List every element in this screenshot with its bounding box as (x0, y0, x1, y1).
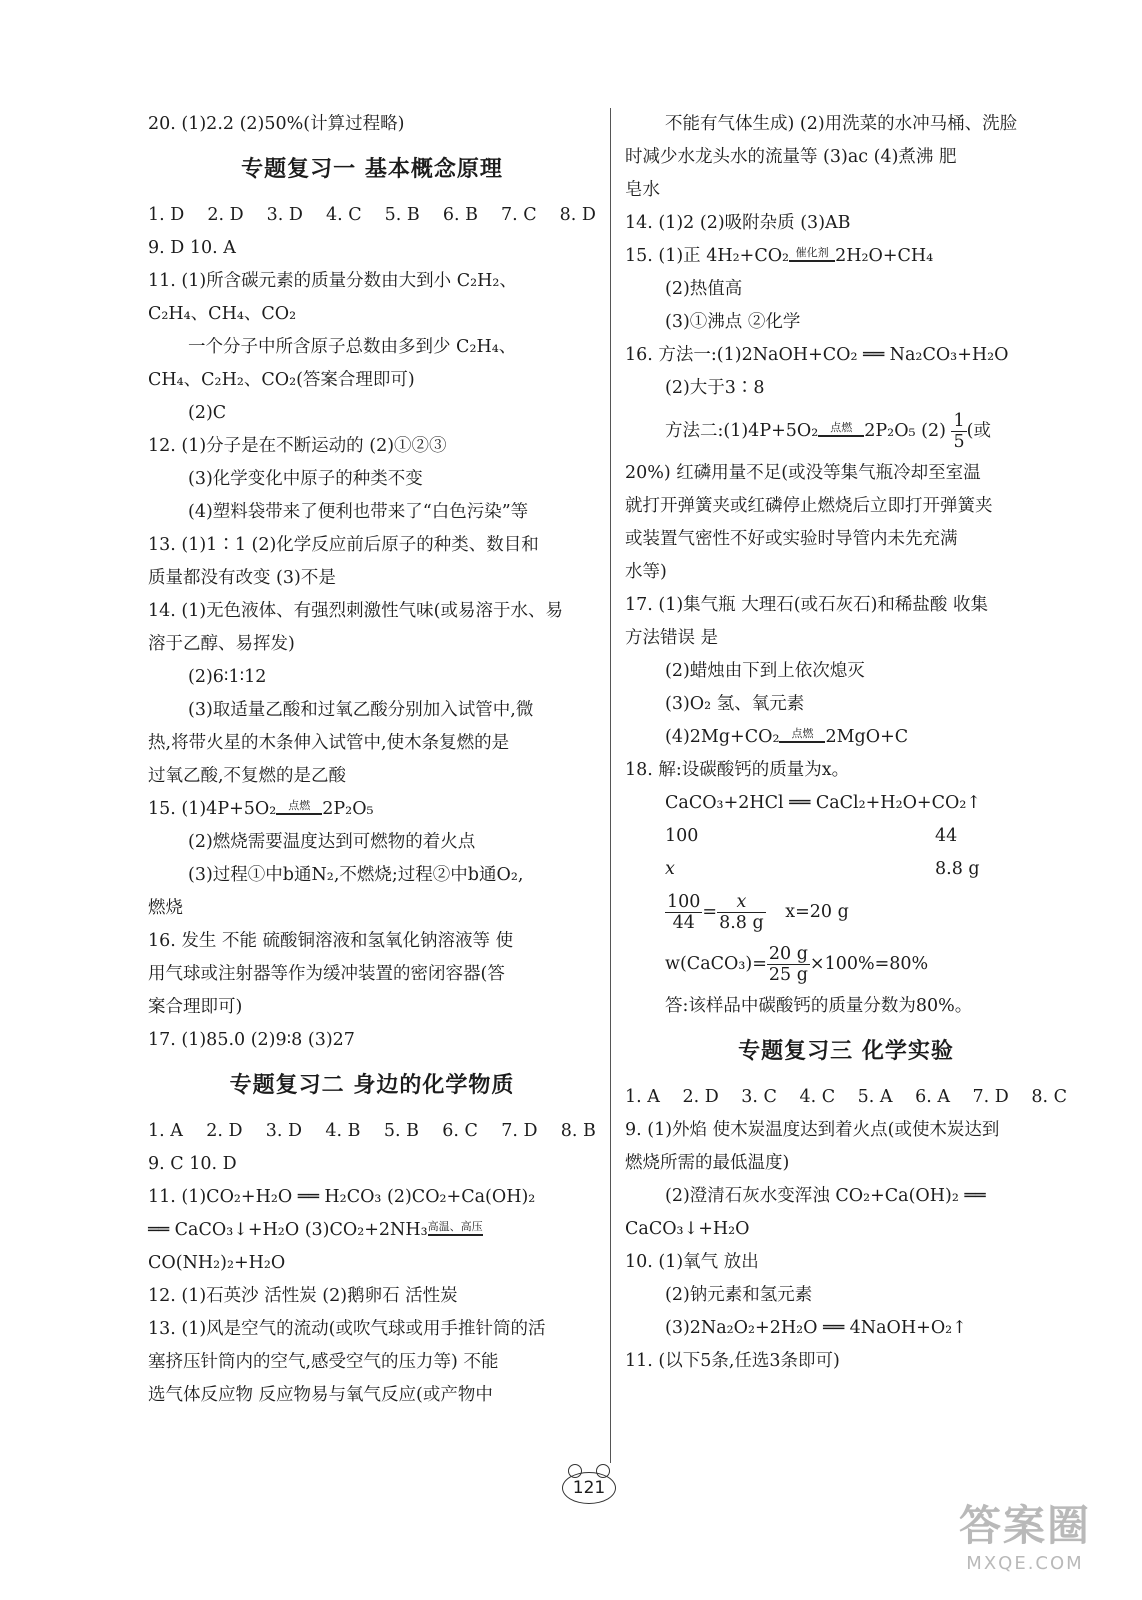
answer-line: 16. 发生 不能 硫酸铜溶液和氢氧化钠溶液等 使 (148, 931, 514, 951)
answer-line: 17. (1)85.0 (2)9∶8 (3)27 (148, 1030, 355, 1050)
mc-answer: 1. D (148, 205, 185, 225)
section-title: 专题复习三 化学实验 (738, 1039, 954, 1064)
answer-line: CaCO₃+2HCl ══ CaCl₂+H₂O+CO₂↑ (665, 793, 982, 813)
answer-line: (3)化学变化中原子的种类不变 (188, 469, 423, 489)
mc-answer: 5. A (857, 1087, 893, 1107)
answer-line: 燃烧所需的最低温度) (625, 1153, 790, 1173)
answer-line: 11. (1)所含碳元素的质量分数由大到小 C₂H₂、 (148, 271, 517, 291)
answer-line: 方法错误 是 (625, 628, 719, 648)
answer-line: 质量都没有改变 (3)不是 (148, 568, 336, 588)
reaction-condition: 催化剂 (795, 246, 829, 260)
mc-answers-row (625, 1081, 1067, 1114)
equation-reactants: 15. (1)正 4H₂+CO₂ (625, 246, 790, 266)
reaction-condition: 点燃 (791, 727, 814, 741)
answer-line: 答:该样品中碳酸钙的质量分数为80%。 (665, 996, 973, 1016)
answer-line: 选气体反应物 反应物易与氧气反应(或产物中 (148, 1385, 493, 1405)
answer-line: 塞挤压针筒内的空气,感受空气的压力等) 不能 (148, 1352, 499, 1372)
answer-line: 10. (1)氧气 放出 (625, 1252, 759, 1272)
mc-answer: 4. C (799, 1087, 836, 1107)
mc-answer: 6. B (442, 205, 478, 225)
answer-line: 就打开弹簧夹或红磷停止燃烧后立即打开弹簧夹 (625, 496, 993, 516)
answer-line: 或装置气密性不好或实验时导管内未先充满 (625, 529, 958, 549)
column-divider (610, 108, 611, 1463)
mc-answer: 7. D (972, 1087, 1009, 1107)
reaction-condition-arrow (789, 247, 835, 266)
mc-answer: 1. A (148, 1121, 183, 1141)
reaction-condition-arrow (428, 1221, 483, 1240)
mc-answer: 5. B (384, 205, 420, 225)
answer-line: CO(NH₂)₂+H₂O (148, 1253, 286, 1273)
answer-line: 燃烧 (148, 898, 183, 918)
calc-label: w(CaCO₃)= (665, 954, 767, 974)
equation-line (148, 1214, 596, 1247)
mc-answer: 8. C (1031, 1087, 1067, 1107)
mc-answer: 7. C (500, 205, 537, 225)
answer-line: 20. (1)2.2 (2)50%(计算过程略) (148, 114, 405, 134)
equation-line (625, 240, 1067, 273)
reaction-condition: 点燃 (288, 799, 311, 813)
mc-answer: 8. B (560, 1121, 596, 1141)
reaction-condition-arrow (818, 422, 864, 441)
equation-products: 2H₂O+CH₄ (835, 246, 934, 266)
answer-line: 17. (1)集气瓶 大理石(或石灰石)和稀盐酸 收集 (625, 595, 988, 615)
answer-line: 溶于乙醇、易挥发) (148, 634, 295, 654)
answer-line: (3)2Na₂O₂+2H₂O ══ 4NaOH+O₂↑ (665, 1318, 967, 1338)
page-number-badge (558, 1464, 620, 1504)
calc-value: x (665, 859, 675, 879)
equals: = (702, 902, 718, 922)
mc-answers-row (148, 1115, 596, 1148)
answer-line: 18. 解:设碳酸钙的质量为x。 (625, 760, 850, 780)
fraction: $\frac{20 g}{25 g}$ (768, 943, 808, 985)
section-title: 专题复习二 身边的化学物质 (229, 1073, 515, 1098)
calc-row (625, 853, 1067, 886)
answer-line: (3)①沸点 ②化学 (665, 312, 801, 332)
calc-value: 100 (665, 826, 699, 846)
equation-tail: (或 (966, 421, 991, 441)
fraction: $\frac{1}{5}$ (953, 410, 965, 452)
equation-line (148, 793, 596, 826)
mc-answer: 3. D (266, 205, 303, 225)
answer-line: (2)燃烧需要温度达到可燃物的着火点 (188, 832, 476, 852)
mc-answer: 7. D (501, 1121, 538, 1141)
right-column (625, 108, 1067, 1378)
answer-line: (3)过程①中b通N₂,不燃烧;过程②中b通O₂, (188, 865, 524, 885)
equation-line (625, 721, 1067, 754)
answer-line: 11. (1)CO₂+H₂O ══ H₂CO₃ (2)CO₂+Ca(OH)₂ (148, 1187, 536, 1207)
watermark-title: 答案圈 (958, 1501, 1091, 1550)
watermark-url: MXQE.COM (966, 1553, 1084, 1574)
answer-line: (2)澄清石灰水变浑浊 CO₂+Ca(OH)₂ ══ (665, 1186, 986, 1206)
answer-line: 14. (1)2 (2)吸附杂质 (3)AB (625, 213, 851, 233)
calc-proportion (625, 886, 1067, 938)
equation-line (625, 405, 1067, 457)
answer-line: 13. (1)1∶1 (2)化学反应前后原子的种类、数目和 (148, 535, 539, 555)
mc-answer: 4. B (325, 1121, 361, 1141)
fraction: $\frac{x}{8.8 g}$ (719, 891, 764, 933)
answer-line: 14. (1)无色液体、有强烈刺激性气味(或易溶于水、易 (148, 601, 564, 621)
reaction-condition-arrow (779, 728, 825, 747)
answer-line: 11. (以下5条,任选3条即可) (625, 1351, 840, 1371)
answer-line: 不能有气体生成) (2)用洗菜的水冲马桶、洗脸 (665, 114, 1018, 134)
calc-percentage (625, 938, 1067, 990)
equation-products: 2MgO+C (825, 727, 909, 747)
reaction-condition: 高温、高压 (427, 1220, 483, 1234)
equation-products: 2P₂O₅ (322, 799, 374, 819)
reaction-condition-arrow (276, 800, 322, 819)
answer-line: 9. D 10. A (148, 238, 236, 258)
mc-answer: 3. D (265, 1121, 303, 1141)
answer-line: 热,将带火星的木条伸入试管中,使木条复燃的是 (148, 733, 510, 753)
answer-line: 16. 方法一:(1)2NaOH+CO₂ ══ Na₂CO₃+H₂O (625, 345, 1009, 365)
answer-line: (2)钠元素和氢元素 (665, 1285, 813, 1305)
answer-line: 过氧乙酸,不复燃的是乙酸 (148, 766, 347, 786)
answer-line: 20%) 红磷用量不足(或没等集气瓶冷却至室温 (625, 463, 981, 483)
fraction: $\frac{100}{44}$ (667, 891, 701, 933)
equation-reactants: ══ CaCO₃↓+H₂O (3)CO₂+2NH₃ (148, 1220, 428, 1240)
equation-reactants: (4)2Mg+CO₂ (665, 727, 780, 747)
answer-line: 9. (1)外焰 使木炭温度达到着火点(或使木炭达到 (625, 1120, 1000, 1140)
equation-products: 2P₂O₅ (2) (864, 421, 946, 441)
equation-reactants: 15. (1)4P+5O₂ (148, 799, 277, 819)
mc-answer: 1. A (625, 1087, 660, 1107)
answer-line: (3)取适量乙酸和过氧乙酸分别加入试管中,微 (188, 700, 534, 720)
page-number: 121 (562, 1472, 616, 1504)
calc-value: 8.8 g (935, 859, 980, 879)
answer-line: (4)塑料袋带来了便利也带来了“白色污染”等 (188, 502, 529, 522)
calc-result: ×100%=80% (809, 954, 929, 974)
equation-reactants: 方法二:(1)4P+5O₂ (665, 421, 819, 441)
answer-line: 时减少水龙头水的流量等 (3)ac (4)煮沸 肥 (625, 147, 957, 167)
reaction-condition: 点燃 (830, 421, 853, 435)
answer-line: 水等) (625, 562, 667, 582)
mc-answer: 4. C (325, 205, 362, 225)
answer-line: C₂H₄、CH₄、CO₂ (148, 304, 297, 324)
mc-answers-row (148, 199, 596, 232)
answer-line: 一个分子中所含原子总数由多到少 C₂H₄、 (188, 337, 517, 357)
answer-line: 案合理即可) (148, 997, 243, 1017)
answer-line: 皂水 (625, 180, 660, 200)
answer-line: (2)蜡烛由下到上依次熄灭 (665, 661, 865, 681)
answer-line: (3)O₂ 氢、氧元素 (665, 694, 805, 714)
answer-line: 12. (1)分子是在不断运动的 (2)①②③ (148, 436, 447, 456)
answer-line: 13. (1)风是空气的流动(或吹气球或用手推针筒的活 (148, 1319, 546, 1339)
mc-answer: 2. D (207, 205, 244, 225)
answer-line: 12. (1)石英沙 活性炭 (2)鹅卵石 活性炭 (148, 1286, 458, 1306)
answer-line: (2)C (188, 403, 227, 423)
calc-row (625, 820, 1067, 853)
left-column (148, 108, 596, 1412)
mc-answer: 3. C (741, 1087, 777, 1107)
watermark-logo (925, 1500, 1125, 1590)
answer-line: (2)大于3∶8 (665, 378, 765, 398)
answer-line: CH₄、C₂H₂、CO₂(答案合理即可) (148, 370, 415, 390)
calc-value: 44 (935, 826, 958, 846)
answer-line: CaCO₃↓+H₂O (625, 1219, 750, 1239)
mc-answer: 8. D (559, 205, 596, 225)
calc-result: x=20 g (785, 902, 849, 922)
mc-answer: 6. C (442, 1121, 478, 1141)
mc-answer: 6. A (915, 1087, 950, 1107)
answer-line: (2)热值高 (665, 279, 743, 299)
answer-line: 用气球或注射器等作为缓冲装置的密闭容器(答 (148, 964, 505, 984)
answer-line: (2)6∶1∶12 (188, 667, 267, 687)
mc-answer: 2. D (206, 1121, 243, 1141)
answer-line: 9. C 10. D (148, 1154, 237, 1174)
section-title: 专题复习一 基本概念原理 (241, 157, 503, 182)
mc-answer: 5. B (383, 1121, 419, 1141)
mc-answer: 2. D (682, 1087, 719, 1107)
